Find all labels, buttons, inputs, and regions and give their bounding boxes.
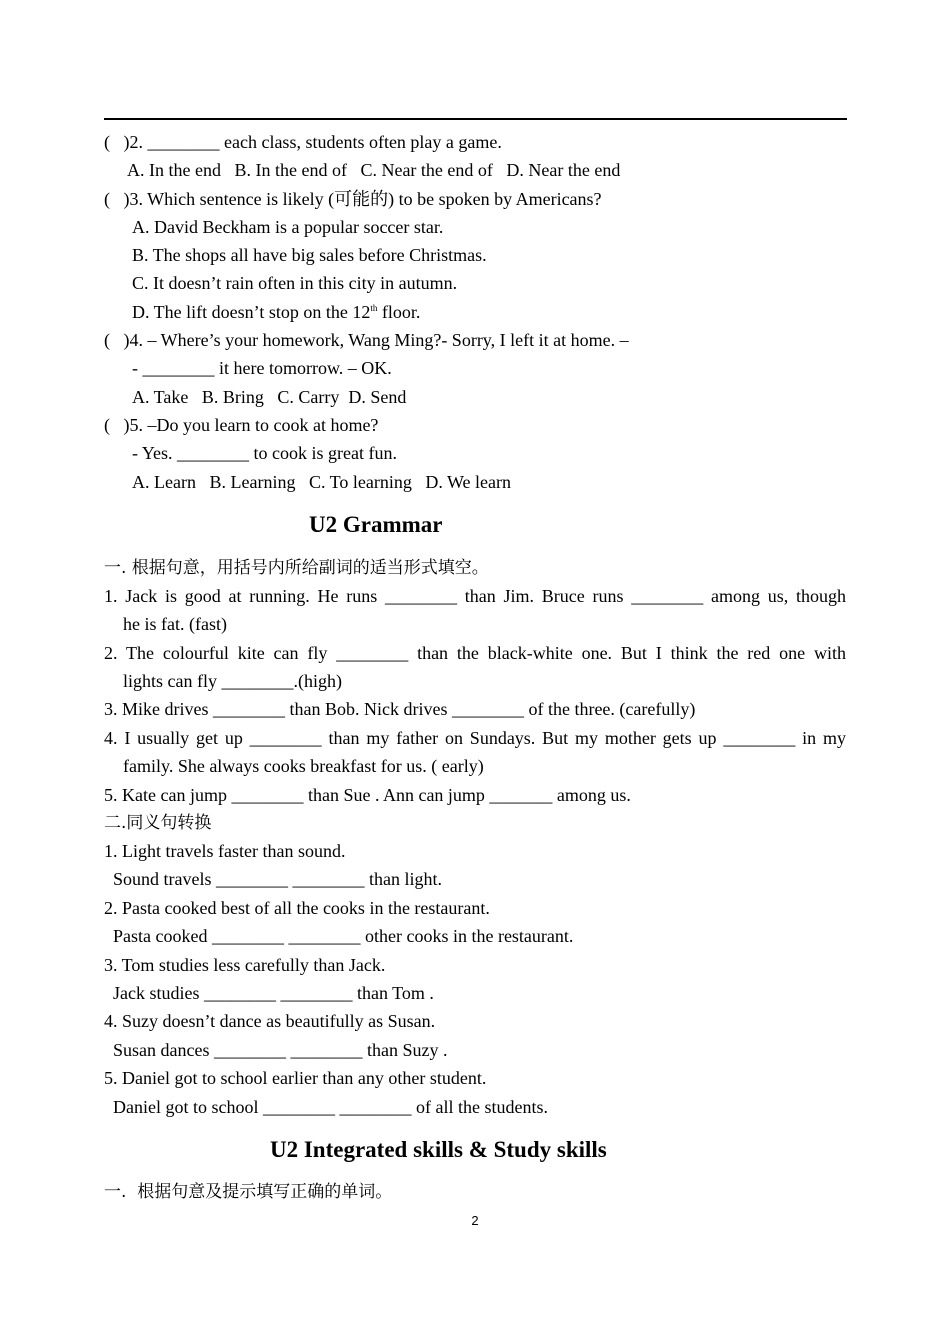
option-d-tail: floor. — [377, 302, 421, 322]
grammar-item-4: 4. I usually get up ________ than my father on Sundays. But my mother gets up ________ in my — [104, 728, 846, 748]
rewrite-item-1-answer: Sound travels ________ ________ than light. — [113, 869, 442, 889]
rewrite-item-3: 3. Tom studies less carefully than Jack. — [104, 955, 386, 975]
question-5-options: A. Learn B. Learning C. To learning D. We learn — [132, 472, 512, 492]
rewrite-item-2: 2. Pasta cooked best of all the cooks in the restaurant. — [104, 898, 490, 918]
rewrite-item-1: 1. Light travels faster than sound. — [104, 841, 346, 861]
section-title-grammar: U2 Grammar — [309, 512, 443, 537]
rewrite-item-2-answer: Pasta cooked ________ ________ other cooks in the restaurant. — [113, 926, 574, 946]
grammar-item-2-cont: lights can fly ________.(high) — [123, 671, 342, 691]
grammar-item-2: 2. The colourful kite can fly ________ than the black-white one. But I think the red one with — [104, 643, 846, 663]
rewrite-item-5: 5. Daniel got to school earlier than any other student. — [104, 1068, 487, 1088]
question-4-stem: ( )4. – Where’s your homework, Wang Ming?- Sorry, I left it at home. – — [104, 330, 629, 350]
question-3-option-b: B. The shops all have big sales before Christmas. — [132, 245, 487, 265]
question-4-options: A. Take B. Bring C. Carry D. Send — [132, 387, 407, 407]
section-title-integrated-skills: U2 Integrated skills & Study skills — [270, 1137, 607, 1162]
grammar-item-4-cont: family. She always cooks breakfast for us. ( early) — [123, 756, 484, 776]
grammar-item-1: 1. Jack is good at running. He runs ________ than Jim. Bruce runs ________ among us, though — [104, 586, 846, 606]
grammar-item-5: 5. Kate can jump ________ than Sue . Ann can jump _______ among us. — [104, 785, 631, 805]
question-3-option-d — [132, 301, 420, 323]
option-d-text: D. The lift doesn’t stop on the 12 — [132, 302, 371, 322]
question-2-options: A. In the end B. In the end of C. Near the end of D. Near the end — [127, 160, 621, 180]
header-rule — [104, 118, 847, 120]
question-3-option-a: A. David Beckham is a popular soccer star. — [132, 217, 444, 237]
rewrite-item-4: 4. Suzy doesn’t dance as beautifully as Susan. — [104, 1011, 436, 1031]
ordinal-superscript: th — [370, 303, 378, 313]
grammar-item-3: 3. Mike drives ________ than Bob. Nick drives ________ of the three. (carefully) — [104, 699, 696, 719]
grammar-item-1-cont: he is fat. (fast) — [123, 614, 227, 634]
rewrite-item-5-answer: Daniel got to school ________ ________ of all the students. — [113, 1097, 548, 1117]
question-3-stem — [104, 188, 602, 210]
question-5-continuation: - Yes. ________ to cook is great fun. — [132, 443, 397, 463]
question-3-stem-text: ( )3. Which sentence is likely (可能的) to be spoken by Americans? — [104, 189, 602, 209]
page-number: 2 — [471, 1213, 479, 1228]
question-2-stem: ( )2. ________ each class, students often play a game. — [104, 132, 502, 152]
question-3-option-c: C. It doesn’t rain often in this city in autumn. — [132, 273, 458, 293]
rewrite-item-3-answer: Jack studies ________ ________ than Tom . — [113, 983, 434, 1003]
question-4-continuation: - ________ it here tomorrow. – OK. — [132, 358, 392, 378]
rewrite-item-4-answer: Susan dances ________ ________ than Suzy . — [113, 1040, 448, 1060]
grammar-part2-title: 二.同义句转换 — [104, 813, 212, 833]
grammar-part1-title: 一. 根据句意，用括号内所给副词的适当形式填空。 — [104, 558, 489, 578]
question-5-stem: ( )5. –Do you learn to cook at home? — [104, 415, 379, 435]
integrated-part1-title: 一. 根据句意及提示填写正确的单词。 — [104, 1182, 393, 1202]
